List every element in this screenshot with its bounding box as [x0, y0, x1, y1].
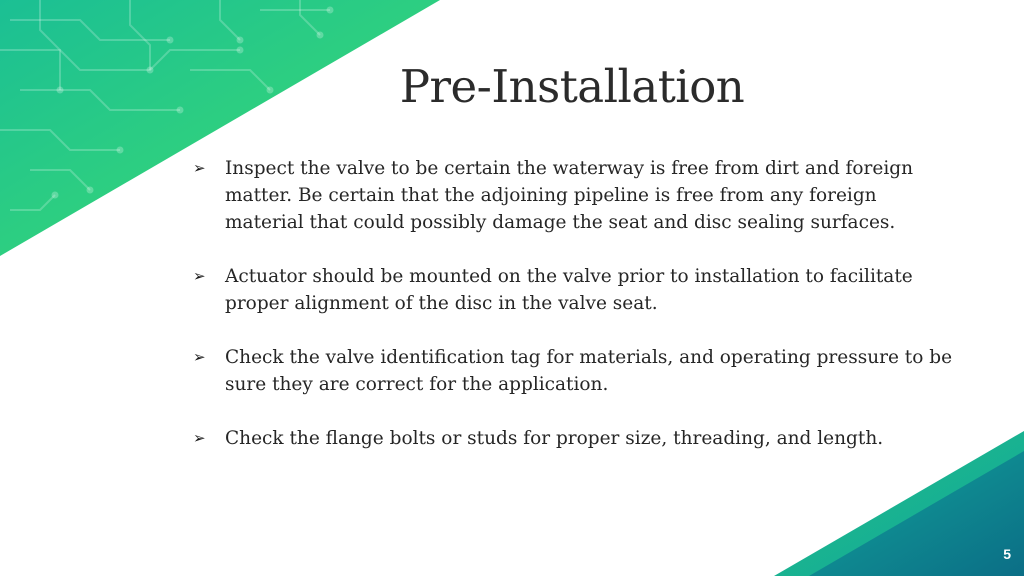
page-number: 5	[1003, 546, 1011, 562]
arrowhead-bullet-icon: ➢	[193, 267, 206, 285]
bullet-list	[193, 155, 953, 479]
bullet-item	[193, 155, 953, 236]
bullet-text: Actuator should be mounted on the valve prior to installation to facilitate proper alignment of the disc in the valve seat.	[225, 266, 913, 314]
bullet-item	[193, 344, 953, 398]
bullet-item	[193, 263, 953, 317]
bullet-text: Check the valve identification tag for materials, and operating pressure to be sure they are correct for the application.	[225, 347, 953, 395]
bullet-text: Check the flange bolts or studs for proper size, threading, and length.	[225, 428, 884, 449]
arrowhead-bullet-icon: ➢	[193, 429, 206, 447]
arrowhead-bullet-icon: ➢	[193, 159, 206, 177]
bullet-item	[193, 425, 953, 452]
bullet-text: Inspect the valve to be certain the waterway is free from dirt and foreign matter. Be certain that the adjoining pipeline is free from any foreign material that could possibly damage the seat and disc sealing surfaces.	[225, 158, 914, 233]
slide-title: Pre-Installation	[399, 60, 745, 113]
arrowhead-bullet-icon: ➢	[193, 348, 206, 366]
